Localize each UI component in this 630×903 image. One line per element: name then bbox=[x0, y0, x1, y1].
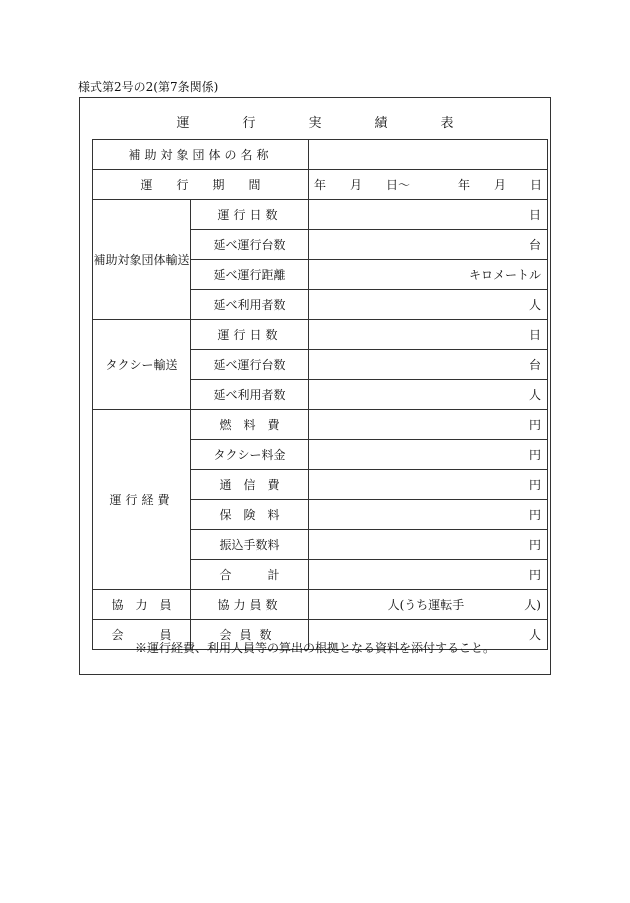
value-field[interactable]: 人(うち運転手 人) bbox=[309, 590, 548, 620]
section-label-subsidy: 補助対象団体輸送 bbox=[93, 200, 191, 320]
value-field[interactable]: 日 bbox=[309, 200, 548, 230]
value-field[interactable]: 円 bbox=[309, 560, 548, 590]
item-label: 振込手数料 bbox=[191, 530, 309, 560]
item-label: 運行日数 bbox=[191, 320, 309, 350]
table-row bbox=[93, 410, 548, 440]
section-label-members: 会 員 bbox=[93, 620, 191, 650]
section-label-expenses: 運行経費 bbox=[93, 410, 191, 590]
section-label-cooperators: 協 力 員 bbox=[93, 590, 191, 620]
report-frame bbox=[79, 97, 551, 675]
value-field[interactable]: 台 bbox=[309, 230, 548, 260]
value-field[interactable]: 円 bbox=[309, 410, 548, 440]
value-field[interactable]: 台 bbox=[309, 350, 548, 380]
table-row bbox=[93, 200, 548, 230]
item-label: 延べ運行台数 bbox=[191, 230, 309, 260]
item-label: 延べ運行距離 bbox=[191, 260, 309, 290]
item-label: 運行日数 bbox=[191, 200, 309, 230]
org-name-label: 補助対象団体の名称 bbox=[93, 140, 309, 170]
table-row bbox=[93, 140, 548, 170]
value-field[interactable]: 人 bbox=[309, 380, 548, 410]
item-label: 燃 料 費 bbox=[191, 410, 309, 440]
document-title: 運 行 実 績 表 bbox=[176, 116, 474, 131]
item-label: 延べ利用者数 bbox=[191, 290, 309, 320]
item-label: タクシー料金 bbox=[191, 440, 309, 470]
value-field[interactable]: キロメートル bbox=[309, 260, 548, 290]
form-number-label: 様式第2号の2(第7条関係) bbox=[78, 80, 219, 94]
period-label: 運 行 期 間 bbox=[93, 170, 309, 200]
item-label: 通 信 費 bbox=[191, 470, 309, 500]
footnote: ※運行経費、利用人員等の算出の根拠となる資料を添付すること。 bbox=[134, 641, 495, 655]
table-row bbox=[93, 320, 548, 350]
section-label-taxi: タクシー輸送 bbox=[93, 320, 191, 410]
value-field[interactable]: 人 bbox=[309, 290, 548, 320]
table-row bbox=[93, 170, 548, 200]
item-label: 保 険 料 bbox=[191, 500, 309, 530]
table-row bbox=[93, 590, 548, 620]
org-name-field[interactable] bbox=[309, 140, 548, 170]
item-label: 延べ利用者数 bbox=[191, 380, 309, 410]
value-field[interactable]: 円 bbox=[309, 530, 548, 560]
value-field[interactable]: 日 bbox=[309, 320, 548, 350]
value-field[interactable]: 円 bbox=[309, 470, 548, 500]
item-label: 協力員数 bbox=[191, 590, 309, 620]
value-field[interactable]: 円 bbox=[309, 440, 548, 470]
period-field[interactable]: 年 月 日〜 年 月 日 bbox=[309, 170, 548, 200]
value-field[interactable]: 円 bbox=[309, 500, 548, 530]
item-label: 合 計 bbox=[191, 560, 309, 590]
operation-results-table bbox=[92, 139, 548, 650]
item-label: 会員数 bbox=[191, 620, 309, 650]
value-field[interactable]: 人 bbox=[309, 620, 548, 650]
item-label: 延べ運行台数 bbox=[191, 350, 309, 380]
